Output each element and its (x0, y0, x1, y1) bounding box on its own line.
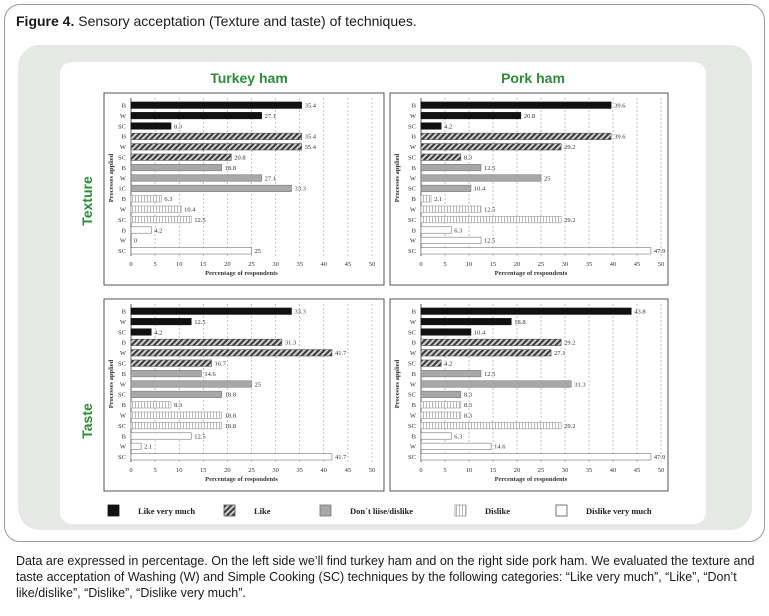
chart-pork-texture-category-label: B (411, 164, 416, 172)
chart-pork-taste-x-tick-label: 5 (443, 467, 447, 474)
chart-turkey-taste-category-label: B (121, 402, 126, 410)
chart-pork-texture-bar (421, 248, 651, 254)
chart-turkey-taste-bar (131, 443, 141, 449)
chart-pork-taste-x-tick-label: 35 (585, 467, 593, 474)
chart-pork-texture-bar (421, 133, 611, 139)
chart-turkey-taste-x-tick-label: 5 (153, 467, 157, 474)
column-title-turkey-ham: Turkey ham (210, 70, 288, 86)
chart-pork-taste-category-label: W (409, 443, 416, 451)
chart-pork-texture-category-label: B (411, 133, 416, 141)
chart-turkey-texture-category-label: SC (118, 248, 126, 256)
legend-swatch-like (224, 505, 235, 516)
chart-turkey-texture-x-tick-label: 50 (368, 261, 376, 268)
chart-pork-taste-bar (421, 308, 631, 314)
chart-pork-texture-data-label: 12.5 (484, 237, 496, 245)
chart-pork-texture-data-label: 12.5 (484, 206, 496, 214)
chart-pork-texture-x-tick-label: 40 (609, 261, 617, 268)
chart-turkey-texture-data-label: 35.4 (304, 144, 317, 152)
chart-pork-texture-data-label: 6.3 (454, 227, 463, 235)
chart-pork-texture-bar (421, 164, 481, 170)
chart-turkey-taste-x-tick-label: 30 (272, 467, 279, 474)
chart-turkey-texture-x-tick-label: 40 (320, 261, 328, 268)
chart-pork-texture-data-label: 2.1 (434, 196, 443, 204)
chart-pork-texture-category-label: W (409, 237, 416, 245)
chart-pork-taste-data-label: 31.3 (574, 381, 586, 389)
chart-pork-taste-data-label: 8.3 (463, 402, 472, 410)
chart-turkey-texture-bar (131, 154, 231, 160)
chart-pork-texture-x-tick-label: 45 (633, 261, 641, 268)
chart-pork-taste-x-axis-label: Percentage of respondents (494, 476, 568, 483)
chart-pork-taste-x-tick-label: 0 (419, 467, 423, 474)
chart-pork-taste-category-label: SC (408, 329, 416, 337)
chart-turkey-texture-x-tick-label: 0 (129, 261, 133, 268)
chart-turkey-taste-category-label: SC (118, 360, 126, 368)
chart-pork-texture-y-axis-label: Processes applied (394, 153, 401, 203)
chart-pork-texture-bar (421, 123, 441, 129)
chart-turkey-texture-data-label: 35.4 (304, 102, 317, 110)
chart-pork-texture-category-label: B (411, 227, 416, 235)
chart-pork-taste-data-label: 8.3 (463, 391, 472, 399)
chart-pork-taste-bar (421, 391, 461, 397)
chart-pork-texture-category-label: W (409, 175, 416, 183)
chart-pork-taste-data-label: 18.8 (514, 318, 526, 326)
chart-turkey-taste-category-label: SC (118, 329, 126, 337)
chart-turkey-taste-category-label: B (121, 433, 126, 441)
chart-pork-texture-bar (421, 112, 521, 118)
chart-turkey-taste-bar (131, 318, 191, 324)
chart-pork-texture-bar (421, 175, 541, 181)
legend-swatch-neutral (320, 505, 331, 516)
chart-pork-texture-bar (421, 185, 471, 191)
chart-pork-taste-category-label: B (411, 402, 416, 410)
chart-turkey-taste-x-axis-label: Percentage of respondents (205, 476, 278, 483)
chart-pork-taste-data-label: 8.3 (463, 412, 472, 420)
chart-pork-texture-data-label: 39.6 (614, 102, 626, 110)
chart-pork-texture-category-label: SC (408, 185, 416, 193)
chart-turkey-texture-data-label: 8.3 (174, 123, 183, 131)
chart-turkey-taste-bar (131, 402, 171, 408)
chart-turkey-texture-x-tick-label: 45 (344, 261, 352, 268)
chart-turkey-taste-x-tick-label: 50 (368, 467, 376, 474)
chart-pork-texture-category-label: W (409, 206, 416, 214)
chart-pork-taste-data-label: 47.9 (653, 454, 666, 462)
chart-pork-texture-category-label: W (409, 112, 416, 120)
chart-turkey-taste-bar (131, 329, 151, 335)
chart-turkey-texture-category-label: W (119, 112, 126, 120)
chart-pork-texture-x-tick-label: 25 (537, 261, 545, 268)
chart-turkey-taste-bar (131, 391, 222, 397)
chart-pork-taste-data-label: 10.4 (473, 329, 486, 337)
chart-pork-taste-category-label: SC (408, 422, 416, 430)
chart-pork-texture-category-label: W (409, 144, 416, 152)
chart-turkey-taste-x-tick-label: 15 (200, 467, 207, 474)
chart-pork-texture-data-label: 8.3 (463, 154, 472, 162)
chart-turkey-taste-x-tick-label: 45 (344, 467, 352, 474)
chart-pork-texture-data-label: 12.5 (484, 164, 496, 172)
chart-turkey-taste-data-label: 18.8 (224, 412, 236, 420)
chart-turkey-taste-category-label: W (119, 381, 126, 389)
chart-pork-taste-category-label: SC (408, 454, 416, 462)
chart-pork-taste-x-tick-label: 10 (465, 467, 473, 474)
chart-pork-taste-data-label: 27.1 (554, 350, 566, 358)
chart-turkey-texture-x-tick-label: 5 (153, 261, 157, 268)
chart-turkey-texture-x-tick-label: 10 (175, 261, 183, 268)
chart-pork-taste-bar (421, 370, 481, 376)
legend-label-lvm: Like very much (138, 506, 196, 516)
chart-pork-taste-data-label: 4.2 (444, 360, 453, 368)
chart-pork-texture-bar (421, 102, 611, 108)
chart-pork-taste-x-tick-label: 20 (513, 467, 521, 474)
chart-turkey-texture-bar (131, 164, 222, 170)
chart-turkey-taste-data-label: 41.7 (334, 350, 347, 358)
chart-pork-texture-bar (421, 154, 461, 160)
chart-turkey-texture-bar (131, 227, 151, 233)
chart-turkey-taste-bar (131, 339, 282, 345)
chart-pork-texture-bar (421, 144, 561, 150)
chart-turkey-taste-data-label: 41.7 (334, 454, 347, 462)
chart-turkey-texture-data-label: 18.8 (224, 164, 236, 172)
chart-turkey-taste-category-label: B (121, 308, 126, 316)
chart-pork-taste-bar (421, 339, 561, 345)
figure-footnote: Data are expressed in percentage. On the left side we’ll find turkey ham and on the right side pork ham. We evaluated the texture and taste acceptation of Washing (W) and Simple Cooking (SC) techniques by the following categories: “Like very much”, “Like”, “Don’t like/dislike”, “Dislike”, “Dislike very much”. (16, 554, 755, 600)
chart-pork-taste-data-label: 14.6 (494, 443, 506, 451)
chart-pork-texture-category-label: B (411, 196, 416, 204)
chart-pork-texture-data-label: 10.4 (473, 185, 486, 193)
chart-pork-texture-x-tick-label: 35 (585, 261, 593, 268)
legend-swatch-dvm (556, 505, 567, 516)
chart-pork-texture-category-label: SC (408, 216, 416, 224)
chart-turkey-texture-category-label: SC (118, 123, 126, 131)
chart-turkey-taste-x-tick-label: 25 (248, 467, 255, 474)
chart-turkey-texture-data-label: 20.8 (234, 154, 246, 162)
figure-label: Figure 4. (16, 13, 75, 29)
chart-pork-taste-data-label: 12.5 (484, 370, 496, 378)
chart-turkey-taste-x-tick-label: 0 (129, 467, 133, 474)
chart-pork-taste-data-label: 29.2 (564, 339, 576, 347)
chart-turkey-texture-data-label: 10.4 (184, 206, 196, 214)
chart-turkey-texture-bar (131, 248, 252, 254)
chart-pork-texture-data-label: 47.9 (653, 248, 666, 256)
chart-turkey-texture-bar (131, 175, 262, 181)
chart-pork-taste-bar (421, 381, 571, 387)
chart-turkey-texture-bar (131, 196, 161, 202)
chart-pork-texture-data-label: 20.8 (523, 112, 536, 120)
figure-title: Sensory acceptation (Texture and taste) of techniques. (78, 13, 417, 29)
legend-label-dvm: Dislike very much (586, 506, 652, 516)
chart-turkey-taste-bar (131, 381, 252, 387)
chart-pork-taste-category-label: B (411, 339, 416, 347)
chart-turkey-taste-y-axis-label: Processes applied (108, 359, 115, 409)
chart-turkey-taste-data-label: 12.5 (194, 433, 206, 441)
chart-pork-taste-bar (421, 433, 451, 439)
chart-turkey-texture-data-label: 25 (254, 248, 261, 256)
chart-turkey-texture-data-label: 27.1 (264, 175, 276, 183)
chart-pork-texture-bar (421, 216, 561, 222)
chart-turkey-texture-bar (131, 206, 181, 212)
chart-turkey-texture-data-label: 0 (134, 237, 138, 245)
chart-pork-taste-category-label: B (411, 433, 416, 441)
row-title-taste: Taste (79, 403, 95, 439)
chart-turkey-texture-category-label: B (121, 164, 126, 172)
chart-pork-texture-category-label: B (411, 102, 416, 110)
chart-turkey-taste-category-label: W (119, 443, 126, 451)
chart-pork-texture-data-label: 29.2 (564, 216, 576, 224)
chart-pork-texture-data-label: 4.2 (444, 123, 453, 131)
chart-pork-taste-x-tick-label: 40 (609, 467, 617, 474)
chart-pork-taste-category-label: SC (408, 360, 416, 368)
chart-turkey-taste-data-label: 25 (254, 381, 261, 389)
chart-pork-taste-category-label: SC (408, 391, 416, 399)
chart-pork-texture-category-label: SC (408, 154, 416, 162)
chart-turkey-texture-category-label: SC (118, 216, 126, 224)
chart-pork-texture-x-tick-label: 30 (561, 261, 569, 268)
chart-turkey-taste-category-label: SC (118, 454, 126, 462)
chart-turkey-texture-data-label: 35.4 (304, 133, 317, 141)
chart-turkey-texture-category-label: B (121, 227, 126, 235)
chart-turkey-taste-bar (131, 412, 222, 418)
chart-pork-texture-category-label: SC (408, 248, 416, 256)
chart-pork-texture-x-tick-label: 50 (657, 261, 665, 268)
legend-label-neutral: Don´t liise/dislike (350, 506, 414, 516)
chart-turkey-texture-category-label: 1C (118, 185, 126, 193)
chart-pork-texture-x-tick-label: 10 (465, 261, 473, 268)
chart-turkey-texture-y-axis-label: Processes applied (108, 153, 115, 203)
chart-turkey-texture-x-tick-label: 20 (224, 261, 231, 268)
chart-pork-taste-data-label: 43.8 (634, 308, 646, 316)
chart-pork-taste-category-label: B (411, 308, 416, 316)
chart-turkey-taste-data-label: 31.3 (284, 339, 297, 347)
chart-pork-taste-category-label: W (409, 381, 416, 389)
chart-turkey-texture-category-label: B (121, 133, 126, 141)
chart-turkey-taste-data-label: 8.3 (174, 402, 183, 410)
chart-pork-texture-data-label: 39.6 (614, 133, 626, 141)
chart-pork-taste-category-label: W (409, 318, 416, 326)
chart-pork-texture-x-tick-label: 20 (513, 261, 521, 268)
chart-turkey-texture-category-label: B (121, 196, 126, 204)
legend-swatch-lvm (108, 505, 119, 516)
chart-turkey-texture-category-label: W (119, 237, 126, 245)
chart-turkey-texture-bar (131, 185, 292, 191)
chart-turkey-texture-category-label: SC (118, 154, 126, 162)
chart-pork-taste-bar (421, 454, 651, 460)
chart-turkey-taste-data-label: 14.6 (204, 370, 216, 378)
chart-turkey-taste-category-label: W (119, 412, 126, 420)
chart-pork-taste-bar (421, 402, 461, 408)
chart-turkey-taste-bar (131, 454, 332, 460)
chart-pork-taste-x-tick-label: 15 (489, 467, 497, 474)
chart-turkey-texture-category-label: B (121, 102, 126, 110)
chart-turkey-taste-bar (131, 370, 201, 376)
chart-pork-texture-x-tick-label: 5 (443, 261, 447, 268)
chart-pork-texture-bar (421, 237, 481, 243)
chart-pork-taste-data-label: 29.2 (564, 422, 576, 430)
chart-pork-taste-x-tick-label: 50 (657, 467, 665, 474)
chart-turkey-texture-category-label: W (119, 144, 126, 152)
chart-pork-taste-bar (421, 422, 561, 428)
chart-turkey-taste-data-label: 2.1 (144, 443, 153, 451)
row-title-texture: Texture (79, 176, 95, 226)
chart-turkey-taste-bar (131, 422, 222, 428)
chart-turkey-texture-x-tick-label: 25 (248, 261, 255, 268)
chart-pork-taste-data-label: 6.3 (454, 433, 463, 441)
chart-pork-texture-x-axis-label: Percentage of respondents (494, 270, 568, 277)
chart-turkey-taste-data-label: 4.2 (154, 329, 163, 337)
chart-pork-taste-category-label: W (409, 350, 416, 358)
chart-turkey-taste-category-label: B (121, 370, 126, 378)
chart-turkey-texture-x-tick-label: 35 (296, 261, 303, 268)
chart-turkey-taste-x-tick-label: 20 (224, 467, 231, 474)
chart-pork-texture-data-label: 25 (544, 175, 551, 183)
chart-turkey-taste-category-label: SC (118, 422, 126, 430)
legend-label-dislike: Dislike (485, 506, 511, 516)
chart-pork-texture-bar (421, 196, 431, 202)
chart-turkey-taste-category-label: SC (118, 391, 126, 399)
chart-turkey-taste-bar (131, 308, 292, 314)
chart-pork-taste-bar (421, 412, 461, 418)
chart-turkey-texture-bar (131, 133, 302, 139)
chart-turkey-taste-category-label: B (121, 339, 126, 347)
chart-turkey-texture-x-axis-label: Percentage of respondents (205, 270, 278, 277)
chart-turkey-taste-data-label: 18.8 (224, 422, 236, 430)
chart-turkey-texture-bar (131, 123, 171, 129)
chart-pork-texture-x-tick-label: 15 (489, 261, 497, 268)
chart-pork-texture-x-tick-label: 0 (419, 261, 423, 268)
chart-turkey-texture-bar (131, 112, 262, 118)
chart-turkey-taste-data-label: 16.7 (214, 360, 226, 368)
chart-pork-taste-bar (421, 329, 471, 335)
chart-pork-taste-bar (421, 360, 441, 366)
chart-pork-taste-x-tick-label: 45 (633, 467, 641, 474)
chart-turkey-taste-category-label: W (119, 318, 126, 326)
chart-turkey-texture-data-label: 12.5 (194, 216, 206, 224)
chart-turkey-texture-data-label: 27.1 (264, 112, 276, 120)
chart-turkey-taste-data-label: 12.5 (194, 318, 206, 326)
legend-swatch-dislike (455, 505, 466, 516)
column-title-pork-ham: Pork ham (501, 70, 565, 86)
chart-turkey-taste-x-tick-label: 10 (175, 467, 183, 474)
chart-pork-taste-bar (421, 350, 551, 356)
chart-pork-taste-x-tick-label: 30 (561, 467, 569, 474)
chart-pork-taste-y-axis-label: Processes applied (394, 359, 401, 409)
chart-pork-texture-category-label: SC (408, 123, 416, 131)
chart-pork-taste-bar (421, 318, 511, 324)
chart-pork-taste-x-tick-label: 25 (537, 467, 545, 474)
chart-turkey-taste-x-tick-label: 35 (296, 467, 303, 474)
chart-pork-taste-category-label: B (411, 370, 416, 378)
chart-turkey-taste-bar (131, 360, 211, 366)
chart-turkey-texture-category-label: W (119, 175, 126, 183)
chart-turkey-taste-data-label: 18.8 (224, 391, 236, 399)
chart-turkey-texture-x-tick-label: 15 (200, 261, 207, 268)
chart-turkey-texture-data-label: 33.3 (294, 185, 306, 193)
chart-turkey-taste-category-label: W (119, 350, 126, 358)
chart-turkey-texture-data-label: 4.2 (154, 227, 163, 235)
chart-turkey-texture-category-label: W (119, 206, 126, 214)
chart-pork-taste-category-label: W (409, 412, 416, 420)
chart-pork-texture-bar (421, 206, 481, 212)
chart-turkey-taste-x-tick-label: 40 (320, 467, 328, 474)
chart-pork-texture-data-label: 29.2 (564, 144, 576, 152)
chart-pork-texture-bar (421, 227, 451, 233)
chart-turkey-texture-x-tick-label: 30 (272, 261, 279, 268)
legend-label-like: Like (254, 506, 271, 516)
chart-turkey-texture-bar (131, 216, 191, 222)
chart-turkey-taste-bar (131, 433, 191, 439)
chart-turkey-texture-bar (131, 102, 302, 108)
chart-turkey-taste-bar (131, 350, 332, 356)
chart-turkey-taste-data-label: 33.3 (294, 308, 306, 316)
chart-turkey-texture-bar (131, 144, 302, 150)
chart-pork-taste-bar (421, 443, 491, 449)
chart-turkey-texture-data-label: 6.3 (164, 196, 173, 204)
